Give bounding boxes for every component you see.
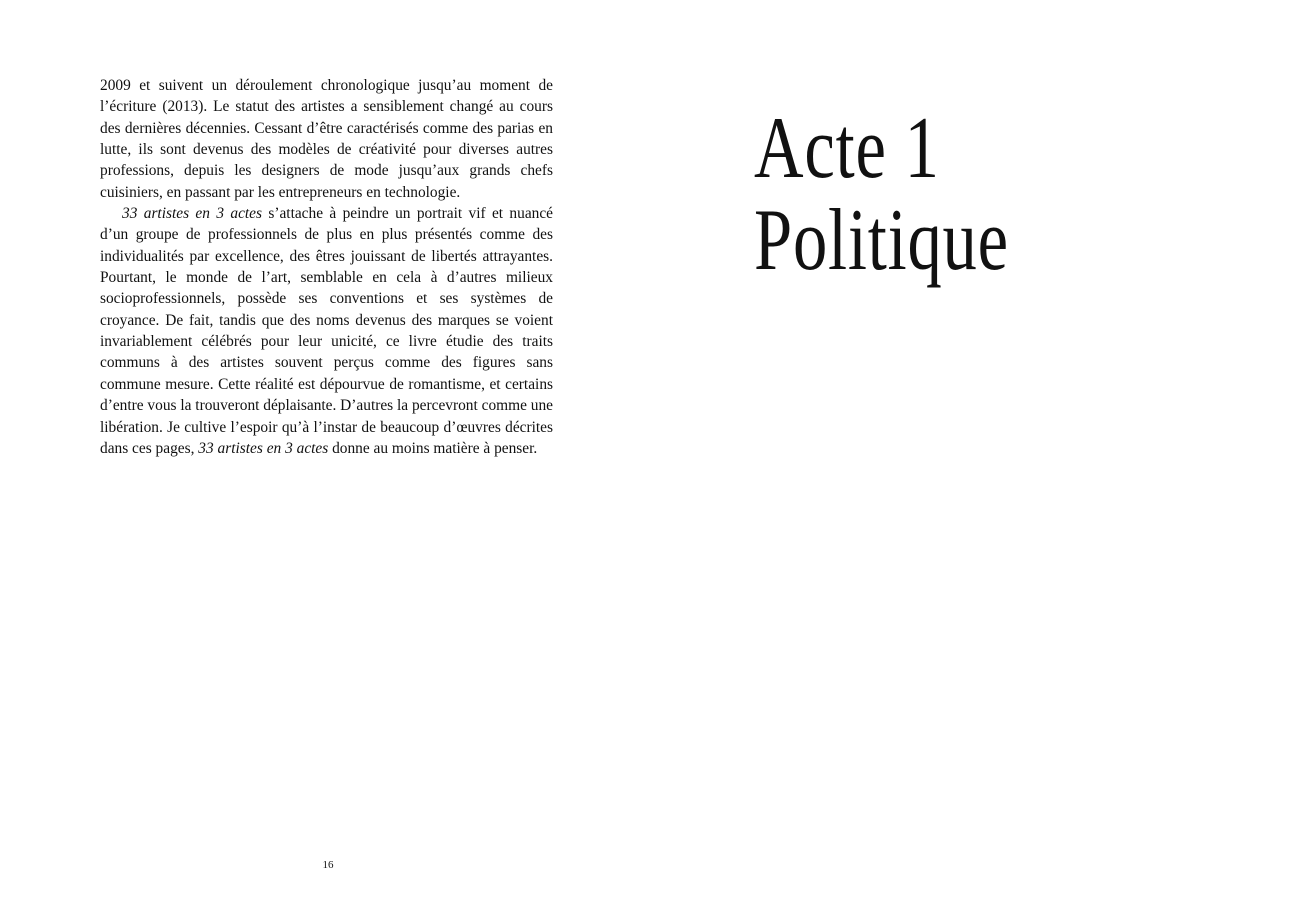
left-page [0, 0, 652, 913]
paragraph-2 [100, 203, 553, 459]
paragraph-1-text: 2009 et suivent un déroulement chronologique jusqu’au moment de l’écriture (2013). Le statut des artistes a sensiblement changé au cours des dernières décennies. Cessant d’être caractérisés comme des parias en lutte, ils sont devenus des modèles de créativité pour diverses autres professions, depuis les designers de mode jusqu’aux grands chefs cuisiniers, en passant par les entrepreneurs en technologie. [100, 77, 553, 201]
book-title-italic: 33 artistes en 3 actes [122, 205, 262, 223]
page-number: 16 [322, 859, 334, 871]
act-title-line-1: Acte 1 [754, 100, 940, 197]
body-text [100, 75, 553, 459]
book-title-italic: 33 artistes en 3 actes [198, 439, 329, 457]
paragraph-1 [100, 75, 553, 203]
act-title [754, 100, 1009, 289]
paragraph-2-ending: donne au moins matière à penser. [328, 439, 538, 457]
act-title-line-2: Politique [754, 192, 1009, 289]
paragraph-2-text: s’attache à peindre un portrait vif et nuancé d’un groupe de professionnels de plus en plus présentés comme des individualités par excellence, des êtres jouissant de libertés attrayantes. Pourtant, le monde de l’art, semblable en cela à d’autres milieux socioprofessionnels, possède ses conventions et ses systèmes de croyance. De fait, tandis que des noms devenus des marques se voient invariablement célébrés pour leur unicité, ce livre étudie des traits communs à des artistes souvent perçus comme des figures sans commune mesure. Cette réalité est dépourvue de romantisme, et certains d’entre vous la trouveront déplaisante. D’autres la percevront comme une libération. Je cultive l’espoir qu’à l’instar de beaucoup d’œuvres décrites dans ces pages, [100, 205, 554, 457]
